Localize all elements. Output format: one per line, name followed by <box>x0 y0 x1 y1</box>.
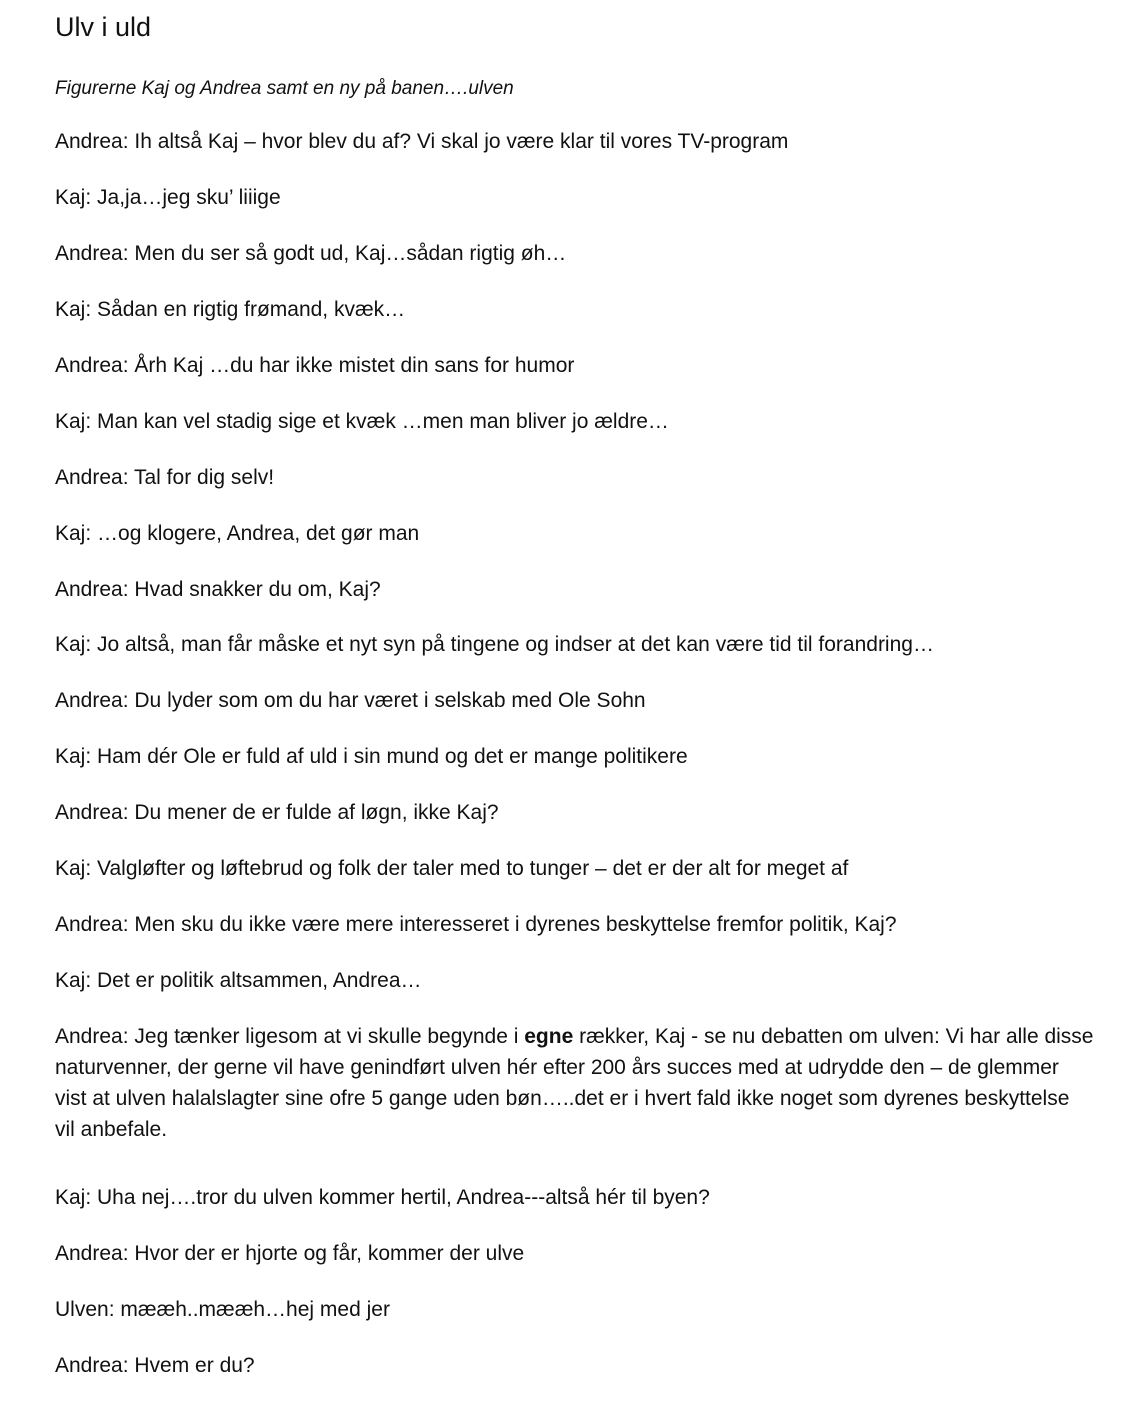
dialogue-line: Andrea: Du mener de er fulde af løgn, ikke Kaj? <box>55 801 499 824</box>
dialogue-line: Andrea: Årh Kaj …du har ikke mistet din sans for humor <box>55 354 575 377</box>
paragraph-bold-word: egne <box>524 1025 574 1048</box>
dialogue-line: Ulven: mææh..mææh…hej med jer <box>55 1298 390 1321</box>
dialogue-line: Kaj: …og klogere, Andrea, det gør man <box>55 522 420 545</box>
dialogue-line: Andrea: Tal for dig selv! <box>55 466 275 489</box>
dialogue-line: Kaj: Valgløfter og løftebrud og folk der taler med to tunger – det er der alt for meget af <box>55 857 849 880</box>
dialogue-line: Kaj: Ja,ja…jeg sku’ liiige <box>55 186 281 209</box>
document-title: Ulv i uld <box>55 12 152 42</box>
dialogue-line: Kaj: Uha nej….tror du ulven kommer hertil, Andrea---altså hér til byen? <box>55 1186 710 1209</box>
document-subtitle: Figurerne Kaj og Andrea samt en ny på banen….ulven <box>55 78 514 99</box>
dialogue-line: Andrea: Men du ser så godt ud, Kaj…sådan rigtig øh… <box>55 242 567 265</box>
dialogue-line: Andrea: Hvem er du? <box>55 1354 255 1377</box>
dialogue-line: Kaj: Ham dér Ole er fuld af uld i sin mund og det er mange politikere <box>55 745 688 768</box>
dialogue-line: Kaj: Det er politik altsammen, Andrea… <box>55 969 422 992</box>
dialogue-line: Kaj: Man kan vel stadig sige et kvæk …men man bliver jo ældre… <box>55 410 669 433</box>
dialogue-line: Andrea: Hvor der er hjorte og får, kommer der ulve <box>55 1242 525 1265</box>
paragraph-text-end: rækker, Kaj - se nu debatten om ulven: Vi har alle disse naturvenner, der gerne vil have genindført ulven hér efter 200 års succes med at udrydde den – de glemmer vist at ulven halalslagter sine ofre 5 gange uden bøn…..det er i hvert fald ikke noget som dyrenes beskyttelse vil anbefale. <box>55 1025 1094 1141</box>
paragraph-text-start: Andrea: Jeg tænker ligesom at vi skulle begynde i <box>55 1025 525 1048</box>
dialogue-line: Kaj: Sådan en rigtig frømand, kvæk… <box>55 298 406 321</box>
dialogue-line: Andrea: Du lyder som om du har været i selskab med Ole Sohn <box>55 689 646 712</box>
dialogue-line: Kaj: Jo altså, man får måske et nyt syn på tingene og indser at det kan være tid til forandring… <box>55 633 934 656</box>
long-paragraph <box>55 1021 1095 1145</box>
dialogue-line: Andrea: Ih altså Kaj – hvor blev du af? Vi skal jo være klar til vores TV-program <box>55 130 789 153</box>
dialogue-line: Andrea: Hvad snakker du om, Kaj? <box>55 578 381 601</box>
dialogue-line: Andrea: Men sku du ikke være mere interesseret i dyrenes beskyttelse fremfor politik, Kaj? <box>55 913 897 936</box>
